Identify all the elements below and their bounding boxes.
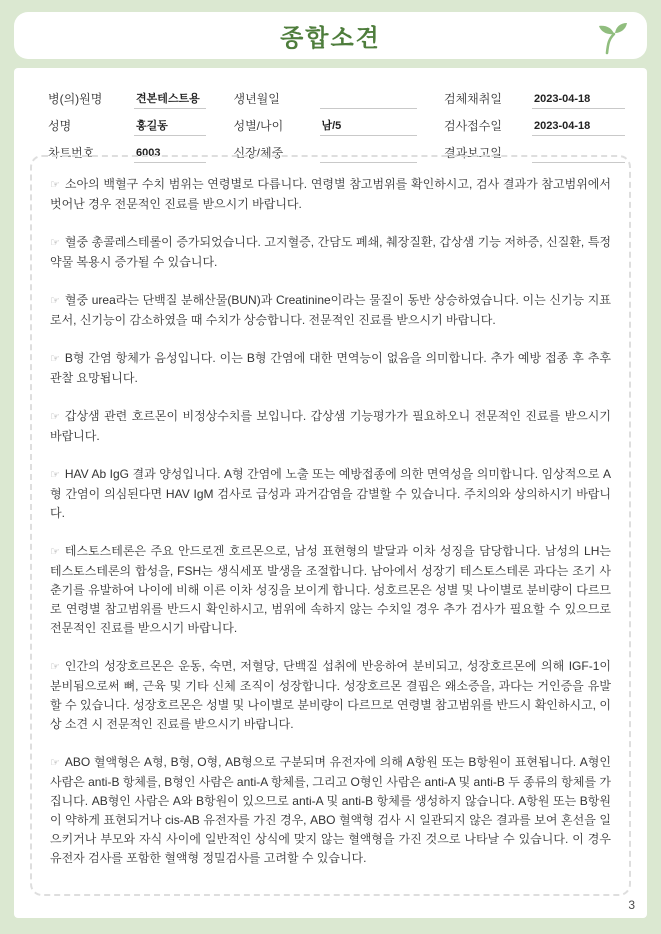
field-hospital-name xyxy=(48,82,206,109)
field-label: 생년월일 xyxy=(233,92,280,106)
finding-paragraph xyxy=(50,175,611,214)
field-sex-age xyxy=(234,109,417,136)
field-patient-name xyxy=(48,109,206,136)
field-value: 6003 xyxy=(134,147,206,163)
report-body-card xyxy=(14,68,647,918)
pointing-hand-icon: ☞ xyxy=(50,295,60,307)
patient-info-column-1 xyxy=(48,82,206,163)
pointing-hand-icon: ☞ xyxy=(50,757,60,769)
field-value: 2023-04-18 xyxy=(532,120,625,136)
finding-text: 인간의 성장호르몬은 운동, 숙면, 저혈당, 단백질 섭취에 반응하여 분비되고, 성장호르몬에 의해 IGF-1이 분비됨으로써 뼈, 근육 및 기타 신체 조직이 성장합니다. 성장호르몬 결핍은 왜소증을, 과다는 거인증을 유발할 수 있습니다. 성장호르몬은 성별 및 나이별로 분비량이 다르므로 연령별 참고범위를 반드시 확인하시고, 이상 소견 시 전문적인 진료를 받으시기 바랍니다. xyxy=(50,659,611,731)
finding-text: HAV Ab IgG 결과 양성입니다. A형 간염에 노출 또는 예방접종에 의한 면역성을 의미합니다. 임상적으로 A형 간염이 의심된다면 HAV IgM 검사로 급성과 과거감염을 감별할 수 있습니다. 주치의와 상의하시기 바랍니다. xyxy=(50,467,611,520)
patient-info-column-3 xyxy=(444,82,625,163)
pointing-hand-icon: ☞ xyxy=(50,546,60,558)
finding-paragraph xyxy=(50,349,611,388)
field-label: 성명 xyxy=(48,119,72,133)
pointing-hand-icon: ☞ xyxy=(50,353,60,365)
page-title: 종합소견 xyxy=(280,26,381,52)
field-specimen-collection-date xyxy=(444,82,625,109)
report-header xyxy=(14,12,647,59)
field-birth-date xyxy=(234,82,417,109)
field-label: 병(의)원명 xyxy=(48,92,103,106)
pointing-hand-icon: ☞ xyxy=(50,411,60,423)
finding-text: ABO 혈액형은 A형, B형, O형, AB형으로 구분되며 유전자에 의해 A항원 또는 B항원이 표현됩니다. A형인 사람은 anti-B 항체를, B형인 사람은 anti-A 항체를, 그리고 O형인 사람은 anti-A 및 anti-B 두 종류의 항체를 가집니다. AB형인 사람은 A와 B항원이 있으므로 anti-A 및 anti-B 항체를 생성하지 않습니다. A항원 또는 B항원이 약하게 표현되거나 cis-AB 유전자를 가진 경우, ABO 혈액형 검사 시 일관되지 않은 결과를 보여 혼선을 일으키거나 부모와 자식 사이에 일반적인 상식에 맞지 않는 혈액형을 가진 것으로 나타날 수 있습니다. 이 경우 유전자 검사를 포함한 혈액형 정밀검사를 고려할 수 있습니다. xyxy=(50,755,611,865)
field-label: 신장/체중 xyxy=(233,146,284,160)
field-label: 검체채취일 xyxy=(444,92,502,106)
pointing-hand-icon: ☞ xyxy=(50,469,60,481)
sprout-leaf-icon xyxy=(593,17,631,55)
finding-text: B형 간염 항체가 음성입니다. 이는 B형 간염에 대한 면역능이 없음을 의미합니다. 추가 예방 접종 후 추후 관찰 요망됩니다. xyxy=(50,351,611,385)
finding-paragraph xyxy=(50,657,611,734)
field-value: 남/5 xyxy=(320,117,417,136)
finding-paragraph xyxy=(50,542,611,638)
field-test-receipt-date xyxy=(444,109,625,136)
field-value xyxy=(320,93,417,109)
pointing-hand-icon: ☞ xyxy=(50,237,60,249)
finding-text: 혈중 총콜레스테롤이 증가되었습니다. 고지혈증, 간담도 폐쇄, 췌장질환, 갑상샘 기능 저하증, 신질환, 특정 약물 복용시 증가될 수 있습니다. xyxy=(50,235,611,269)
field-label: 결과보고일 xyxy=(444,146,502,160)
finding-text: 갑상샘 관련 호르몬이 비정상수치를 보입니다. 갑상샘 기능평가가 필요하오니 전문적인 진료를 받으시기 바랍니다. xyxy=(50,409,611,443)
field-value: 견본테스트용 xyxy=(134,90,206,109)
finding-text: 테스토스테론은 주요 안드로겐 호르몬으로, 남성 표현형의 발달과 이차 성징을 담당합니다. 남성의 LH는 테스토스테론의 합성을, FSH는 생식세포 발생을 조절합니다. 남아에서 성장기 테스토스테론 과다는 조기 사춘기를 유발하여 나이에 비해 이른 이차 성징을 보이게 합니다. 성호르몬은 성별 및 나이별로 분비량이 다르므로 연령별 참고범위를 반드시 확인하시고, 범위에 속하지 않는 수치일 경우 추가 검사가 필요할 수 있으므로 전문적인 진료를 받으시기 바랍니다. xyxy=(50,544,611,635)
pointing-hand-icon: ☞ xyxy=(50,661,60,673)
page-number: 3 xyxy=(628,898,635,912)
finding-paragraph xyxy=(50,233,611,272)
field-label: 성별/나이 xyxy=(233,119,284,133)
finding-text: 소아의 백혈구 수치 범위는 연령별로 다릅니다. 연령별 참고범위를 확인하시고, 검사 결과가 참고범위에서 벗어난 경우 전문적인 진료를 받으시기 바랍니다. xyxy=(50,177,611,211)
patient-info-section xyxy=(48,82,625,163)
field-label: 검사접수일 xyxy=(444,119,502,133)
findings-box xyxy=(30,155,631,896)
finding-paragraph xyxy=(50,407,611,446)
finding-paragraph xyxy=(50,465,611,523)
finding-paragraph xyxy=(50,291,611,330)
field-value: 홍길동 xyxy=(134,117,206,136)
field-value: 2023-04-18 xyxy=(532,93,625,109)
finding-paragraph xyxy=(50,753,611,868)
pointing-hand-icon: ☞ xyxy=(50,179,60,191)
finding-text: 혈중 urea라는 단백질 분해산물(BUN)과 Creatinine이라는 물질이 동반 상승하였습니다. 이는 신기능 지표로서, 신기능이 감소하였을 때 수치가 상승합니다. 전문적인 진료를 받으시기 바랍니다. xyxy=(50,293,611,327)
patient-info-column-2 xyxy=(234,82,417,163)
field-label: 차트번호 xyxy=(48,146,95,160)
